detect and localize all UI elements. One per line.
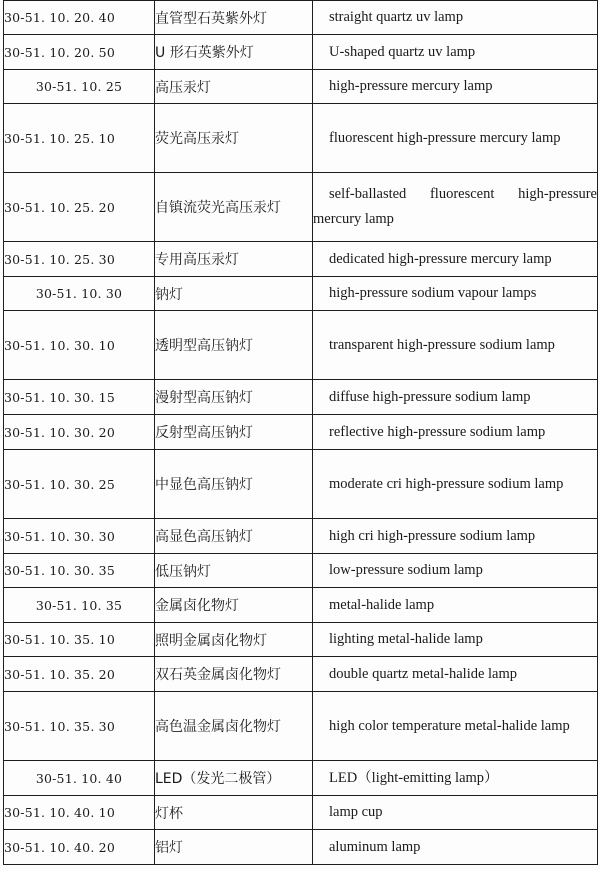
table-row — [4, 796, 598, 830]
english-term-cell — [313, 588, 598, 623]
code-cell: 30-51. 10. 40 — [4, 761, 155, 796]
chinese-term-cell: 灯杯 — [155, 796, 313, 830]
table-row — [4, 415, 598, 450]
code-cell: 30-51. 10. 30. 25 — [4, 450, 155, 519]
english-term-cell — [313, 380, 598, 415]
english-term: high cri high-pressure sodium lamp — [329, 527, 536, 544]
english-term-cell — [313, 173, 598, 242]
code-cell: 30-51. 10. 25. 10 — [4, 104, 155, 173]
english-term: low-pressure sodium lamp — [329, 562, 483, 578]
chinese-term-cell: LED（发光二极管） — [155, 761, 313, 796]
table-row — [4, 1, 598, 35]
code-cell: 30-51. 10. 35. 20 — [4, 657, 155, 692]
chinese-term-cell: 钠灯 — [155, 277, 313, 311]
code-cell: 30-51. 10. 30. 20 — [4, 415, 155, 450]
chinese-term-cell: 中显色高压钠灯 — [155, 450, 313, 519]
english-term-cell — [313, 311, 598, 380]
english-term: transparent high-pressure sodium lamp — [329, 336, 555, 353]
english-term-cell — [313, 415, 598, 450]
terminology-table — [3, 0, 598, 865]
english-term-cell — [313, 692, 598, 761]
code-cell: 30-51. 10. 30. 10 — [4, 311, 155, 380]
chinese-term-cell: 照明金属卤化物灯 — [155, 623, 313, 657]
table-row — [4, 35, 598, 70]
english-term: reflective high-pressure sodium lamp — [329, 423, 546, 440]
chinese-term-cell: 高压汞灯 — [155, 70, 313, 104]
english-term-cell — [313, 657, 598, 692]
chinese-term-cell: 专用高压汞灯 — [155, 242, 313, 277]
chinese-term-cell: 反射型高压钠灯 — [155, 415, 313, 450]
table-row — [4, 830, 598, 865]
table-row — [4, 519, 598, 554]
code-cell: 30-51. 10. 30. 30 — [4, 519, 155, 554]
table-row — [4, 657, 598, 692]
english-term-cell — [313, 796, 598, 830]
code-cell: 30-51. 10. 40. 10 — [4, 796, 155, 830]
chinese-term-cell: 双石英金属卤化物灯 — [155, 657, 313, 692]
chinese-term-cell: 金属卤化物灯 — [155, 588, 313, 623]
english-term: lighting metal-halide lamp — [329, 631, 483, 647]
chinese-term-cell: 自镇流荧光高压汞灯 — [155, 173, 313, 242]
table-row — [4, 173, 598, 242]
table-row — [4, 242, 598, 277]
code-cell: 30-51. 10. 35. 10 — [4, 623, 155, 657]
table-row — [4, 380, 598, 415]
english-term-cell — [313, 104, 598, 173]
table-row — [4, 761, 598, 796]
english-term: dedicated high-pressure mercury lamp — [329, 250, 552, 267]
chinese-term-cell: 直管型石英紫外灯 — [155, 1, 313, 35]
table-row — [4, 104, 598, 173]
english-term: aluminum lamp — [329, 838, 421, 855]
english-term-cell — [313, 554, 598, 588]
english-term: LED（light-emitting lamp） — [329, 769, 499, 786]
table-row — [4, 554, 598, 588]
chinese-term-cell: 荧光高压汞灯 — [155, 104, 313, 173]
code-cell: 30-51. 10. 40. 20 — [4, 830, 155, 865]
english-term-cell — [313, 761, 598, 796]
code-cell: 30-51. 10. 25. 30 — [4, 242, 155, 277]
code-cell: 30-51. 10. 30. 15 — [4, 380, 155, 415]
table-row — [4, 70, 598, 104]
english-term-cell — [313, 519, 598, 554]
english-term: self-ballasted fluorescent high-pressure mercury lamp — [313, 186, 597, 227]
english-term-cell — [313, 277, 598, 311]
code-cell: 30-51. 10. 20. 50 — [4, 35, 155, 70]
table-row — [4, 692, 598, 761]
english-term: fluorescent high-pressure mercury lamp — [329, 129, 561, 146]
code-cell: 30-51. 10. 35 — [4, 588, 155, 623]
english-term: high-pressure mercury lamp — [329, 78, 493, 94]
english-term-cell — [313, 450, 598, 519]
code-cell: 30-51. 10. 30. 35 — [4, 554, 155, 588]
chinese-term-cell: 高显色高压钠灯 — [155, 519, 313, 554]
english-term: double quartz metal-halide lamp — [329, 665, 518, 682]
english-term: diffuse high-pressure sodium lamp — [329, 388, 531, 405]
english-term: high color temperature metal-halide lamp — [329, 717, 570, 734]
english-term: metal-halide lamp — [329, 596, 435, 613]
chinese-term-cell: 透明型高压钠灯 — [155, 311, 313, 380]
english-term: lamp cup — [329, 804, 383, 820]
english-term: straight quartz uv lamp — [329, 9, 464, 25]
code-cell: 30-51. 10. 20. 40 — [4, 1, 155, 35]
chinese-term-cell: 铝灯 — [155, 830, 313, 865]
table-row — [4, 588, 598, 623]
english-term: high-pressure sodium vapour lamps — [329, 285, 537, 301]
english-term-cell — [313, 830, 598, 865]
chinese-term-cell: 漫射型高压钠灯 — [155, 380, 313, 415]
table-row — [4, 311, 598, 380]
english-term-cell — [313, 70, 598, 104]
code-cell: 30-51. 10. 25 — [4, 70, 155, 104]
english-term-cell — [313, 623, 598, 657]
chinese-term-cell: 高色温金属卤化物灯 — [155, 692, 313, 761]
table-row — [4, 623, 598, 657]
table-row — [4, 277, 598, 311]
english-term: U-shaped quartz uv lamp — [329, 43, 476, 60]
english-term-cell — [313, 242, 598, 277]
code-cell: 30-51. 10. 35. 30 — [4, 692, 155, 761]
english-term: moderate cri high-pressure sodium lamp — [329, 475, 564, 492]
code-cell: 30-51. 10. 30 — [4, 277, 155, 311]
table-row — [4, 450, 598, 519]
chinese-term-cell: 低压钠灯 — [155, 554, 313, 588]
english-term-cell — [313, 35, 598, 70]
code-cell: 30-51. 10. 25. 20 — [4, 173, 155, 242]
english-term-cell — [313, 1, 598, 35]
chinese-term-cell: U 形石英紫外灯 — [155, 35, 313, 70]
